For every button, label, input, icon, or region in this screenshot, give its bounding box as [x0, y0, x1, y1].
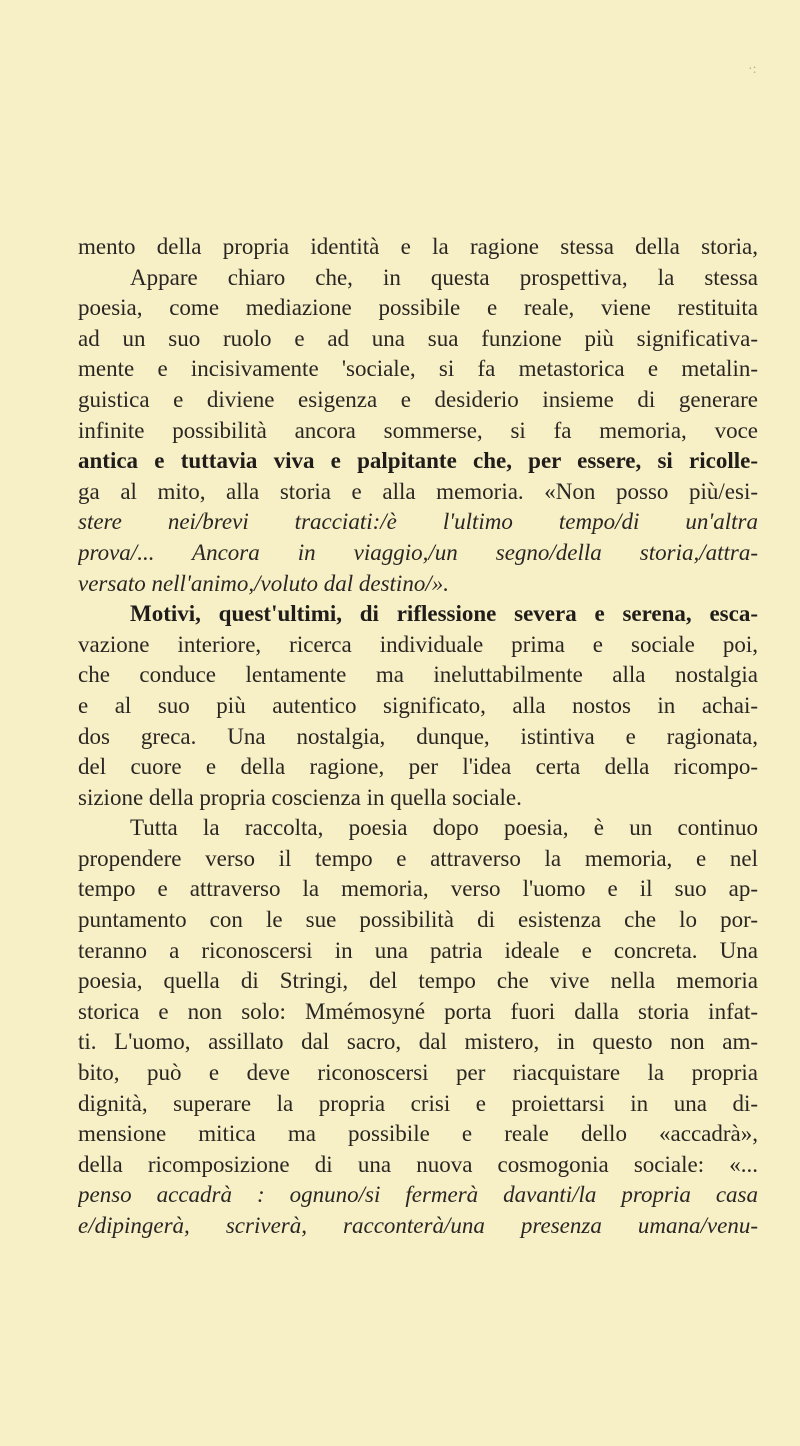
- text-line: infinite possibilità ancora sommerse, si fa memoria, voce: [78, 417, 758, 443]
- text-line: sizione della propria coscienza in quella sociale.: [78, 784, 522, 810]
- text-line: vazione interiore, ricerca individuale prima e sociale poi,: [78, 631, 758, 657]
- margin-mark: ·:: [748, 62, 757, 77]
- text-line: mento della propria identità e la ragione stessa della storia,: [78, 234, 758, 259]
- text-line: che conduce lentamente ma ineluttabilmente alla nostalgia: [78, 662, 758, 688]
- text-line: del cuore e della ragione, per l'idea certa della ricompo-: [78, 754, 758, 780]
- text-line: versato nell'animo,/voluto dal destino/».: [78, 570, 449, 596]
- text-line: poesia, come mediazione possibile e reale, viene restituita: [78, 295, 758, 321]
- body-text: [78, 232, 758, 1242]
- text-line: dos greca. Una nostalgia, dunque, istintiva e ragionata,: [78, 723, 758, 749]
- text-line: propendere verso il tempo e attraverso la memoria, e nel: [78, 845, 758, 871]
- text-line: mente e incisivamente 'sociale, si fa metastorica e metalin-: [78, 356, 758, 382]
- text-line: Tutta la raccolta, poesia dopo poesia, è un continuo: [130, 815, 758, 841]
- text-line: bito, può e deve riconoscersi per riacquistare la propria: [78, 1060, 758, 1086]
- text-line: Motivi, quest'ultimi, di riflessione severa e serena, esca-: [130, 601, 758, 627]
- text-line: penso accadrà : ognuno/si fermerà davanti/la propria casa: [78, 1182, 758, 1208]
- text-line: tempo e attraverso la memoria, verso l'uomo e il suo ap-: [78, 876, 758, 902]
- text-line: e al suo più autentico significato, alla nostos in achai-: [78, 692, 758, 718]
- text-line: poesia, quella di Stringi, del tempo che vive nella memoria: [78, 968, 758, 994]
- text-line: Appare chiaro che, in questa prospettiva, la stessa: [130, 264, 758, 290]
- text-line: mensione mitica ma possibile e reale dello «accadrà»,: [78, 1121, 758, 1147]
- text-line: prova/... Ancora in viaggio,/un segno/della storia,/attra-: [78, 539, 758, 565]
- text-line: dignità, superare la propria crisi e proiettarsi in una di-: [78, 1090, 758, 1116]
- text-line: guistica e diviene esigenza e desiderio insieme di generare: [78, 386, 758, 412]
- text-line: teranno a riconoscersi in una patria ideale e concreta. Una: [78, 937, 758, 963]
- text-line: antica e tuttavia viva e palpitante che, per essere, si ricolle-: [78, 448, 758, 474]
- text-line: storica e non solo: Mmémosyné porta fuori dalla storia infat-: [78, 998, 758, 1024]
- text-line: ad un suo ruolo e ad una sua funzione più significativa-: [78, 325, 758, 351]
- text-line: ga al mito, alla storia e alla memoria. «Non posso più/esi-: [78, 478, 758, 504]
- text-line: puntamento con le sue possibilità di esistenza che lo por-: [78, 907, 758, 933]
- text-line: stere nei/brevi tracciati:/è l'ultimo tempo/di un'altra: [78, 509, 758, 535]
- text-line: e/dipingerà, scriverà, racconterà/una presenza umana/venu-: [78, 1213, 758, 1238]
- text-line: ti. L'uomo, assillato dal sacro, dal mistero, in questo non am-: [78, 1029, 758, 1055]
- text-line: della ricomposizione di una nuova cosmogonia sociale: «...: [78, 1151, 758, 1177]
